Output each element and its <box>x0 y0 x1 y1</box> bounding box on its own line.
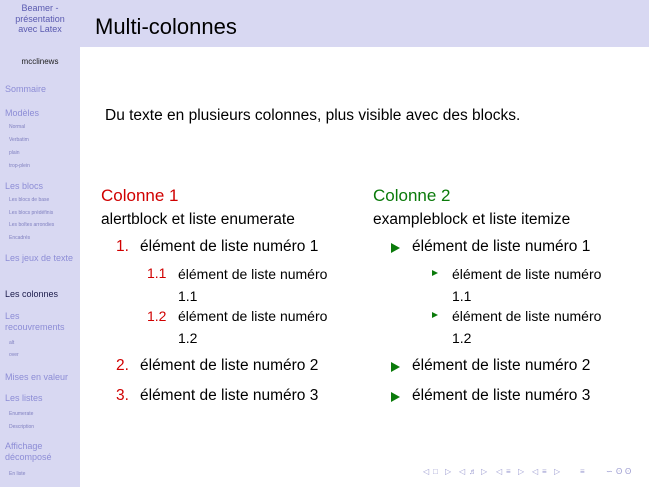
author-name[interactable]: mcclinews <box>21 57 59 66</box>
sidebar-item-affichage-decompose[interactable]: Affichage décomposé <box>5 441 52 462</box>
sidebar-subitem-encadres[interactable]: Encadrés <box>9 235 31 241</box>
list-subitem-line1: élément de liste numéro <box>452 308 602 324</box>
list-subitem <box>452 305 601 349</box>
list-subitem-line1: élément de liste numéro <box>178 308 328 324</box>
list-subitem-line2: 1.1 <box>452 288 472 304</box>
presentation-title-line2: présentation <box>15 13 65 24</box>
nav-prev-subsection-icon[interactable]: ◁ <box>459 467 466 476</box>
nav-next-section-icon[interactable]: ▷ <box>518 467 525 476</box>
nav-forward-icon[interactable]: ʘ <box>625 467 632 476</box>
sidebar-subitem-enumerate[interactable]: Enumerate <box>9 411 34 417</box>
sidebar-item-sommaire[interactable]: Sommaire <box>5 84 47 94</box>
sidebar-subitem-verbatim[interactable]: Verbatim <box>9 137 29 143</box>
presentation-title-line1: Beamer - <box>21 3 59 13</box>
nav-prev-document-icon[interactable]: ◁ <box>532 467 539 476</box>
list-item: élément de liste numéro 3 <box>140 387 319 404</box>
sidebar-subitem-alt[interactable]: alt <box>9 340 15 346</box>
nav-document-icon[interactable]: ≡ <box>542 467 547 476</box>
nav-search-icon[interactable]: ʘ <box>616 467 623 476</box>
sidebar-subitem-over[interactable]: over <box>9 352 19 358</box>
sidebar-item-jeux-de-texte[interactable]: Les jeux de texte <box>5 253 74 263</box>
list-subitem <box>178 305 327 349</box>
list-item: élément de liste numéro 1 <box>140 238 319 255</box>
nav-next-frame-icon[interactable]: ▷ <box>445 467 452 476</box>
intro-text: Du texte en plusieurs colonnes, plus visible avec des blocks. <box>105 107 521 124</box>
enum-number: 1. <box>116 238 129 255</box>
sub-bullet-triangle-icon <box>432 270 438 276</box>
sidebar-subitem-boites-arrondies[interactable]: Les boîtes arrondies <box>9 222 55 228</box>
enum-subnumber: 1.2 <box>147 308 167 324</box>
list-subitem-line1: élément de liste numéro <box>452 266 602 282</box>
example-block-title: Colonne 2 <box>373 186 451 205</box>
list-subitem-line2: 1.1 <box>178 288 198 304</box>
example-block-subtitle: exampleblock et liste itemize <box>373 211 571 228</box>
list-item: élément de liste numéro 2 <box>412 357 591 374</box>
list-subitem-line1: élément de liste numéro <box>178 266 328 282</box>
enum-number: 2. <box>116 357 129 374</box>
alert-block-subtitle: alertblock et liste enumerate <box>101 211 295 228</box>
nav-prev-frame-icon[interactable]: ◁ <box>423 467 430 476</box>
nav-next-document-icon[interactable]: ▷ <box>554 467 561 476</box>
nav-next-subsection-icon[interactable]: ▷ <box>481 467 488 476</box>
nav-appendix-icon[interactable]: ≡ <box>580 467 585 476</box>
list-subitem <box>452 263 601 307</box>
list-subitem-line2: 1.2 <box>452 330 472 346</box>
sidebar-item-mises-en-valeur[interactable]: Mises en valeur <box>5 372 69 382</box>
presentation-title[interactable] <box>0 3 80 35</box>
sub-bullet-triangle-icon <box>432 312 438 318</box>
sidebar-item-modeles[interactable]: Modèles <box>5 108 40 118</box>
bullet-triangle-icon <box>391 243 400 253</box>
alert-block-title: Colonne 1 <box>101 186 179 205</box>
sidebar-subitem-blocs-de-base[interactable]: Les blocs de base <box>9 197 50 203</box>
list-item: élément de liste numéro 2 <box>140 357 319 374</box>
sidebar-subitem-normal[interactable]: Normal <box>9 124 26 130</box>
presentation-title-line3: avec Latex <box>18 24 62 34</box>
list-item: élément de liste numéro 3 <box>412 387 591 404</box>
sidebar-subitem-trop-plein[interactable]: trop-plein <box>9 163 30 169</box>
sidebar-item-les-listes[interactable]: Les listes <box>5 393 43 403</box>
nav-section-icon[interactable]: ≡ <box>506 467 511 476</box>
sidebar-item-les-blocs[interactable]: Les blocs <box>5 181 44 191</box>
nav-prev-section-icon[interactable]: ◁ <box>496 467 503 476</box>
frame-title: Multi-colonnes <box>95 14 237 39</box>
bullet-triangle-icon <box>391 362 400 372</box>
list-item: élément de liste numéro 1 <box>412 238 591 255</box>
bullet-triangle-icon <box>391 392 400 402</box>
sidebar-item-recouvrements[interactable]: Les recouvrements <box>5 311 65 332</box>
nav-back-icon[interactable]: ∽ <box>606 467 613 476</box>
enum-subnumber: 1.1 <box>147 265 167 281</box>
sidebar-subitem-en-liste[interactable]: En liste <box>9 471 26 477</box>
list-subitem-line2: 1.2 <box>178 330 198 346</box>
sidebar <box>0 0 80 487</box>
nav-subsection-icon[interactable]: ♬ <box>469 467 477 476</box>
sidebar-subitem-blocs-predefinis[interactable]: Les blocs prédéfinis <box>9 210 54 216</box>
enum-number: 3. <box>116 387 129 404</box>
list-subitem <box>178 263 327 307</box>
sidebar-subitem-description[interactable]: Description <box>9 424 35 430</box>
sidebar-item-les-colonnes[interactable]: Les colonnes <box>5 289 59 299</box>
sidebar-subitem-plain[interactable]: plain <box>9 150 20 156</box>
nav-frame-icon[interactable]: □ <box>433 467 438 476</box>
